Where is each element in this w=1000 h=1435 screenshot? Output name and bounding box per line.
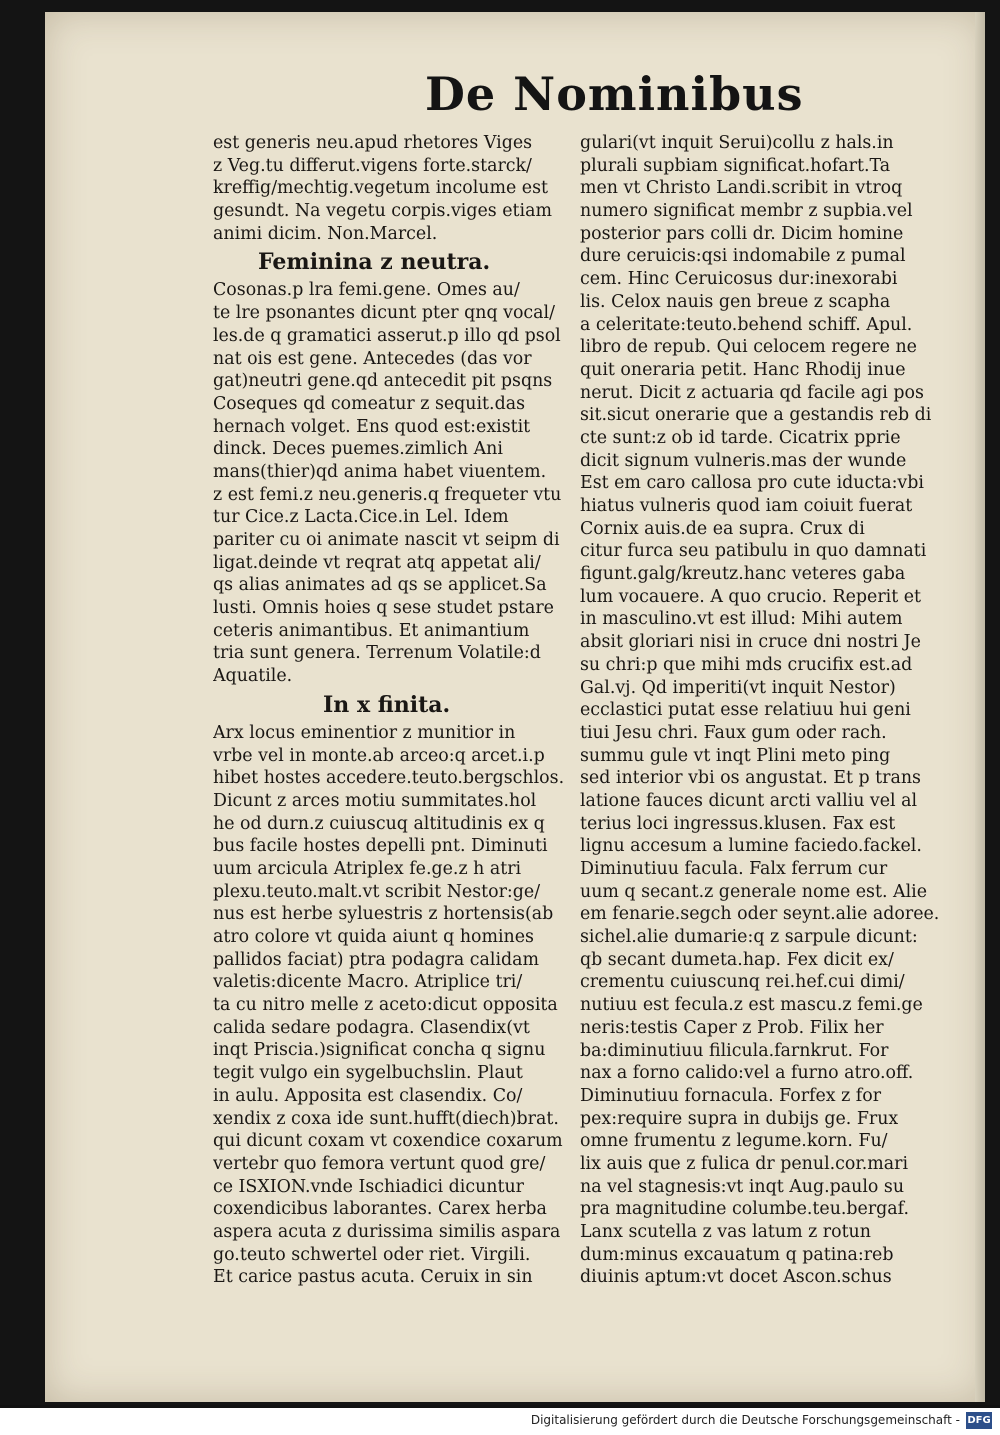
text-line: qui dicunt coxam vt coxendice coxarum xyxy=(213,1131,563,1152)
text-line: Aquatile. xyxy=(213,666,293,687)
text-line: dum:minus excauatum q patina:reb xyxy=(580,1244,894,1265)
text-line: uum q secant.z generale nome est. Alie xyxy=(580,881,928,902)
text-line: lix auis que z fulica dr penul.cor.mari xyxy=(580,1153,909,1174)
text-line: hibet hostes accedere.teuto.bergschlos. xyxy=(213,768,565,789)
text-line: lusti. Omnis hoies q sese studet pstare xyxy=(213,598,554,619)
text-line: ligat.deinde vt reqrat atq appetat ali/ xyxy=(213,552,541,573)
text-line: figunt.galg/kreutz.hanc veteres gaba xyxy=(580,564,906,585)
text-line: te lre psonantes dicunt pter qnq vocal/ xyxy=(213,303,555,324)
text-line: atro colore vt quida aiunt q homines xyxy=(213,927,534,947)
text-line: omne frumentu z legume.korn. Fu/ xyxy=(580,1131,888,1152)
page-running-title: De Nominibus xyxy=(425,67,804,121)
text-line: dinck. Deces puemes.zimlich Ani xyxy=(213,439,503,460)
text-line: cem. Hinc Ceruicosus dur:inexorabi xyxy=(580,269,898,290)
text-line: vertebr quo femora vertunt quod gre/ xyxy=(213,1153,546,1174)
text-line: citur furca seu patibulu in quo damnati xyxy=(580,541,927,562)
text-line: men vt Christo Landi.scribit in vtroq xyxy=(580,178,903,199)
text-line: qs alias animates ad qs se applicet.Sa xyxy=(213,575,547,596)
text-line: pariter cu oi animate nascit vt seipm di xyxy=(213,530,560,550)
text-line: quit oneraria petit. Hanc Rhodij inue xyxy=(580,359,906,380)
text-line: nax a forno calido:vel a furno atro.off. xyxy=(580,1063,914,1084)
text-line: kreffig/mechtig.vegetum incolume est xyxy=(213,178,548,199)
text-line: pex:require supra in dubijs ge. Frux xyxy=(580,1108,899,1129)
text-line: ceteris animantibus. Et animantium xyxy=(213,620,530,641)
dfg-logo-icon: DFG xyxy=(966,1412,992,1429)
right-text-column xyxy=(580,132,970,1289)
text-line: posterior pars colli dr. Dicim homine xyxy=(580,223,904,244)
text-line: vrbe vel in monte.ab arceo:q arcet.i.p xyxy=(213,745,545,766)
text-line: nat ois est gene. Antecedes (das vor xyxy=(213,348,532,369)
text-line: Dicunt z arces motiu summitates.hol xyxy=(213,790,537,811)
text-line: z est femi.z neu.generis.q frequeter vtu xyxy=(213,484,562,505)
text-line: he od durn.z cuiuscuq altitudinis ex q xyxy=(213,813,545,834)
text-line: ce ISXION.vnde Ischiadici dicuntur xyxy=(213,1176,524,1197)
text-line: Diminutiuu fornacula. Forfex z for xyxy=(580,1085,882,1106)
text-line: xendix z coxa ide sunt.hufft(diech)brat. xyxy=(213,1108,559,1129)
text-line: su chri:p que mihi mds crucifix est.ad xyxy=(580,654,913,675)
text-line: Diminutiuu facula. Falx ferrum cur xyxy=(580,859,888,879)
text-line: lignu accesum a lumine faciedo.fackel. xyxy=(580,836,922,857)
text-line: in masculino.vt est illud: Mihi autem xyxy=(580,609,903,630)
text-line: hiatus vulneris quod iam coiuit fuerat xyxy=(580,496,913,516)
text-line: absit gloriari nisi in cruce dni nostri Je xyxy=(580,632,921,653)
text-line: Lanx scutella z vas latum z rotun xyxy=(580,1222,871,1242)
text-line: sit.sicut onerarie que a gestandis reb di xyxy=(580,405,932,426)
text-line: summu gule vt inqt Plini meto ping xyxy=(580,745,891,766)
funding-credit: Digitalisierung gefördert durch die Deutsche Forschungsgemeinschaft - xyxy=(530,1413,960,1427)
text-line: tegit vulgo ein sygelbuchslin. Plaut xyxy=(213,1063,523,1084)
text-line: sed interior vbi os angustat. Et p trans xyxy=(580,768,921,789)
text-line: pallidos faciat) ptra podagra calidam xyxy=(213,949,540,970)
text-line: dure ceruicis:qsi indomabile z pumal xyxy=(580,246,906,267)
footer-bar xyxy=(0,1408,1000,1435)
text-line: na vel stagnesis:vt inqt Aug.paulo su xyxy=(580,1176,905,1197)
text-line: numero significat membr z supbia.vel xyxy=(580,201,913,222)
text-line: qb secant dumeta.hap. Fex dicit ex/ xyxy=(580,949,894,970)
text-line: nus est herbe syluestris z hortensis(ab xyxy=(213,904,554,925)
text-line: Coseques qd comeatur z sequit.das xyxy=(213,393,525,414)
text-line: valetis:dicente Macro. Atriplice tri/ xyxy=(213,972,523,993)
text-line: Est em caro callosa pro cute iducta:vbi xyxy=(580,473,924,494)
text-line: Cosonas.p lra femi.gene. Omes au/ xyxy=(213,280,520,301)
text-line: calida sedare podagra. Clasendix(vt xyxy=(213,1017,530,1038)
text-line: ba:diminutiuu filicula.farnkrut. For xyxy=(580,1040,889,1061)
text-line: tiui Jesu chri. Faux gum oder rach. xyxy=(580,722,887,743)
page-edge xyxy=(975,12,985,1402)
text-line: hernach volget. Ens quod est:existit xyxy=(213,416,531,437)
text-line: inqt Priscia.)significat concha q signu xyxy=(213,1040,546,1061)
text-line: go.teuto schwertel oder riet. Virgili. xyxy=(213,1244,531,1265)
text-line: dicit signum vulneris.mas der wunde xyxy=(580,450,907,471)
text-line: gat)neutri gene.qd antecedit pit psqns xyxy=(213,371,553,392)
text-line: em fenarie.segch oder seynt.alie adoree. xyxy=(580,904,940,925)
text-line: mans(thier)qd anima habet viuentem. xyxy=(213,461,547,482)
text-line: les.de q gramatici asserut.p illo qd psol xyxy=(213,325,561,346)
text-line: est generis neu.apud rhetores Viges xyxy=(213,133,533,153)
text-line: Gal.vj. Qd imperiti(vt inquit Nestor) xyxy=(580,677,896,698)
text-line: ta cu nitro melle z aceto:dicut opposita xyxy=(213,995,558,1016)
text-line: in aulu. Apposita est clasendix. Co/ xyxy=(213,1085,523,1106)
text-line: latione fauces dicunt arcti valliu vel al xyxy=(580,790,918,811)
text-line: terius loci ingressus.klusen. Fax est xyxy=(580,813,896,834)
text-line: ecclastici putat esse relatiuu hui geni xyxy=(580,700,911,721)
text-line: gesundt. Na vegetu corpis.viges etiam xyxy=(213,201,552,222)
text-line: tria sunt genera. Terrenum Volatile:d xyxy=(213,643,541,664)
text-line: plexu.teuto.malt.vt scribit Nestor:ge/ xyxy=(213,881,541,902)
text-line: z Veg.tu differut.vigens forte.starck/ xyxy=(213,155,532,176)
text-line: gulari(vt inquit Serui)collu z hals.in xyxy=(580,133,894,153)
text-line: tur Cice.z Lacta.Cice.in Lel. Idem xyxy=(213,507,509,528)
text-line: cte sunt:z ob id tarde. Cicatrix pprie xyxy=(580,427,901,448)
left-text-column xyxy=(213,132,617,1289)
text-line: nutiuu est fecula.z est mascu.z femi.ge xyxy=(580,995,923,1016)
text-line: libro de repub. Qui celocem regere ne xyxy=(580,337,917,358)
text-line: pra magnitudine columbe.teu.bergaf. xyxy=(580,1199,910,1220)
text-line: crementu cuiuscunq rei.hef.cui dimi/ xyxy=(580,972,905,993)
text-line: a celeritate:teuto.behend schiff. Apul. xyxy=(580,314,913,335)
text-line: sichel.alie dumarie:q z sarpule dicunt: xyxy=(580,927,918,948)
text-line: lis. Celox nauis gen breue z scapha xyxy=(580,291,891,312)
text-line: neris:testis Caper z Prob. Filix her xyxy=(580,1017,884,1038)
text-line: bus facile hostes depelli pnt. Diminuti xyxy=(213,836,548,857)
text-line: lum vocauere. A quo crucio. Reperit et xyxy=(580,586,922,607)
text-line: plurali supbiam significat.hofart.Ta xyxy=(580,155,891,176)
text-line: nerut. Dicit z actuaria qd facile agi pos xyxy=(580,382,924,403)
text-line: Arx locus eminentior z munitior in xyxy=(213,722,516,743)
text-line: aspera acuta z durissima similis aspara xyxy=(213,1221,561,1242)
text-line: diuinis aptum:vt docet Ascon.schus xyxy=(580,1267,892,1288)
text-line: Et carice pastus acuta. Ceruix in sin xyxy=(213,1267,533,1288)
text-line: animi dicim. Non.Marcel. xyxy=(213,223,438,244)
text-line: Cornix auis.de ea supra. Crux di xyxy=(580,518,865,539)
section-heading: Feminina z neutra. xyxy=(258,249,491,276)
text-line: coxendicibus laborantes. Carex herba xyxy=(213,1199,547,1220)
text-line: uum arcicula Atriplex fe.ge.z h atri xyxy=(213,858,522,879)
section-heading: In x finita. xyxy=(323,691,451,718)
